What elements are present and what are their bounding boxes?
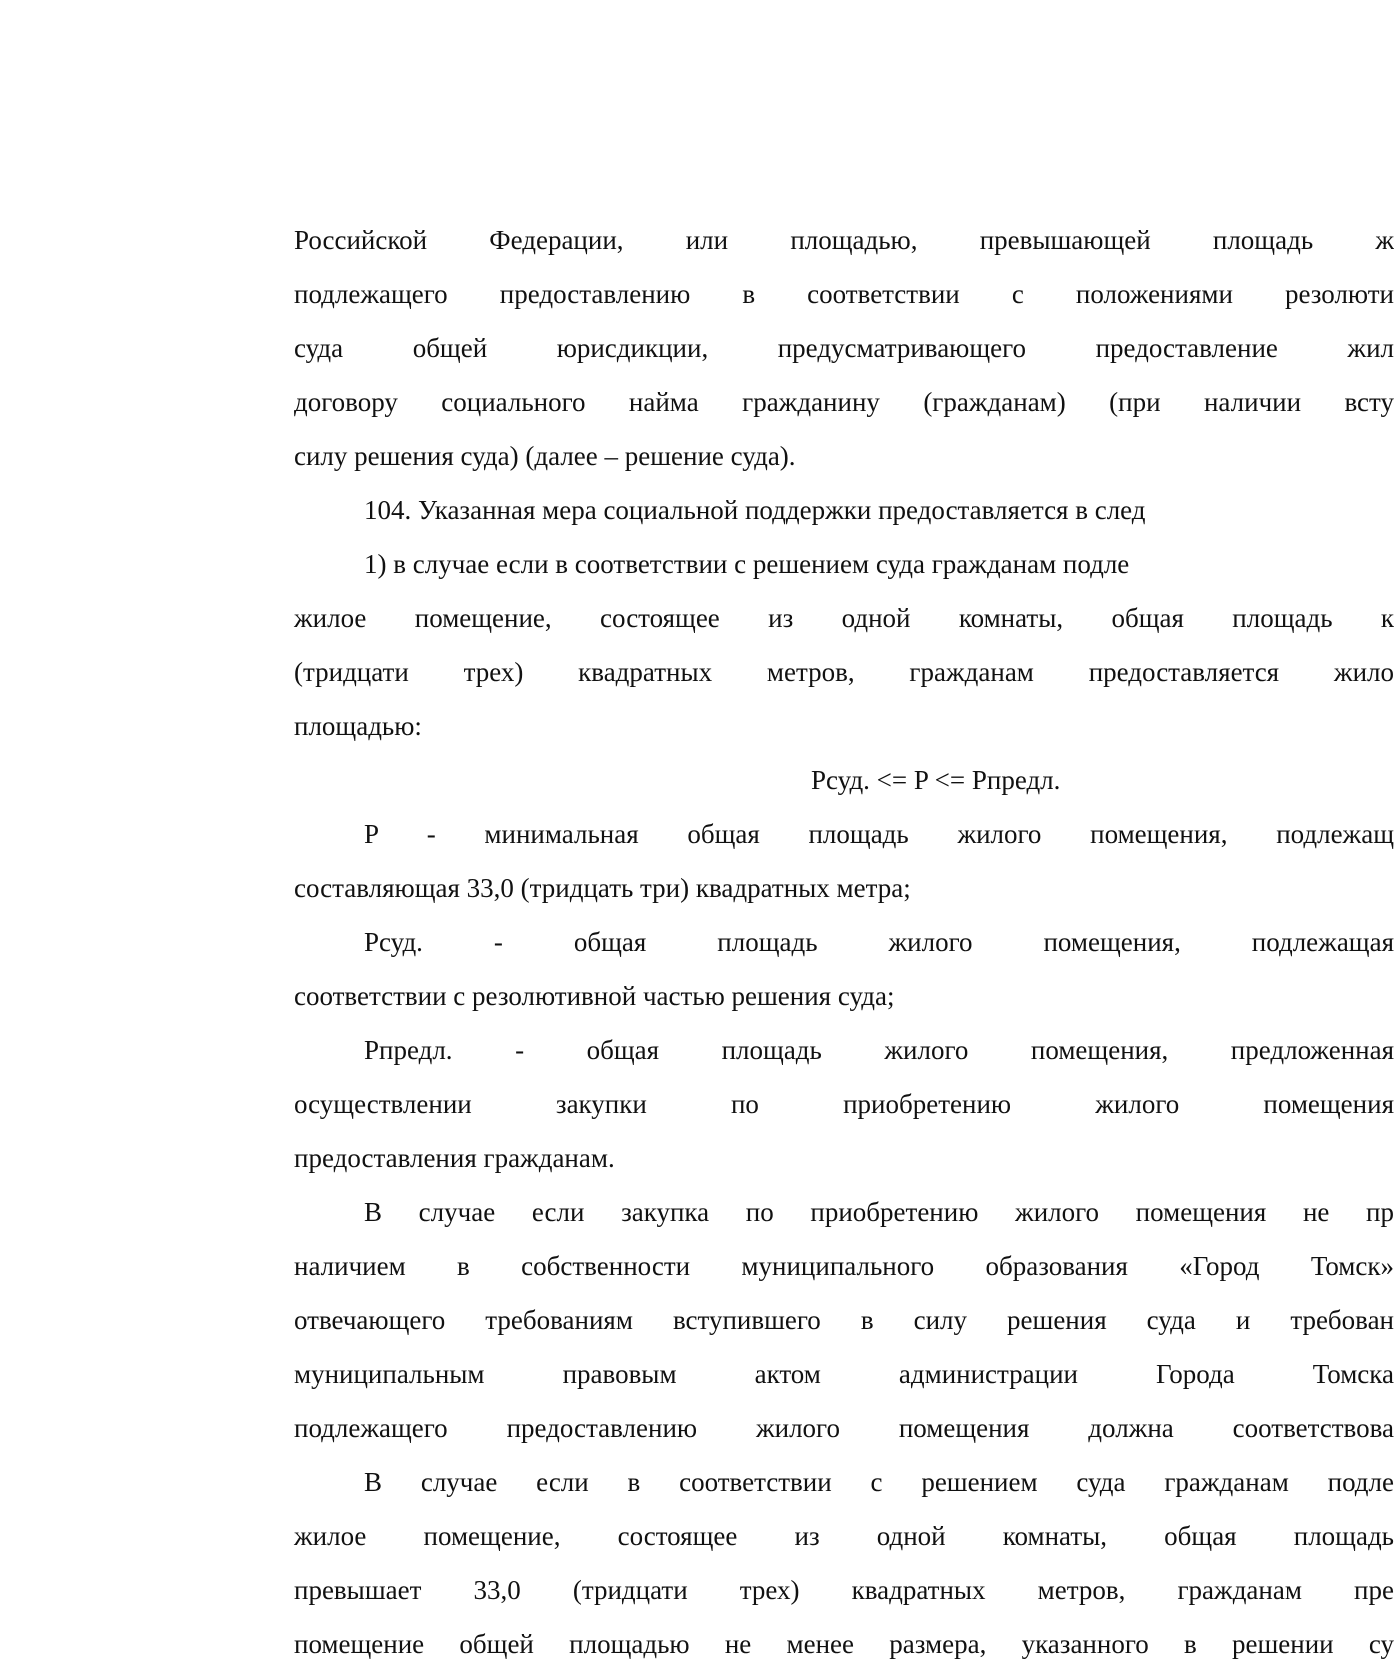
text-line: жилое помещение, состоящее из одной комнаты, общая площадь	[294, 1521, 1394, 1551]
text-line: суда общей юрисдикции, предусматривающего предоставление жил	[294, 333, 1394, 363]
text-line: составляющая 33,0 (тридцать три) квадратных метра;	[294, 873, 911, 903]
text-line: силу решения суда) (далее – решение суда).	[294, 441, 796, 471]
text-line: помещение общей площадью не менее размера, указанного в решении су	[294, 1629, 1394, 1659]
text-line: превышает 33,0 (тридцати трех) квадратных метров, гражданам пре	[294, 1575, 1394, 1605]
text-line: муниципальным правовым актом администрации Города Томска	[294, 1359, 1394, 1389]
text-line: отвечающего требованиям вступившего в силу решения суда и требован	[294, 1305, 1394, 1335]
paragraph-start: P - минимальная общая площадь жилого помещения, подлежащ	[364, 819, 1394, 849]
text-line: договору социального найма гражданину (гражданам) (при наличии всту	[294, 387, 1394, 417]
text-line: жилое помещение, состоящее из одной комнаты, общая площадь к	[294, 603, 1394, 633]
text-line: площадью:	[294, 711, 422, 741]
paragraph-start: В случае если в соответствии с решением суда гражданам подле	[364, 1467, 1394, 1497]
paragraph-start: Pсуд. - общая площадь жилого помещения, подлежащая	[364, 927, 1394, 957]
paragraph-start: 104. Указанная мера социальной поддержки предоставляется в след	[364, 495, 1146, 525]
paragraph-start: Pпредл. - общая площадь жилого помещения, предложенная	[364, 1035, 1394, 1065]
text-line: осуществлении закупки по приобретению жилого помещения	[294, 1089, 1394, 1119]
text-line: подлежащего предоставлению жилого помещения должна соответствова	[294, 1413, 1394, 1443]
text-line: соответствии с резолютивной частью решения суда;	[294, 981, 895, 1011]
text-line: (тридцати трех) квадратных метров, гражданам предоставляется жило	[294, 657, 1394, 687]
text-line: Российской Федерации, или площадью, превышающей площадь ж	[294, 225, 1394, 255]
text-line: предоставления гражданам.	[294, 1143, 615, 1173]
paragraph-start: В случае если закупка по приобретению жилого помещения не пр	[364, 1197, 1394, 1227]
paragraph-start: 1) в случае если в соответствии с решением суда гражданам подле	[364, 549, 1130, 579]
text-line: подлежащего предоставлению в соответствии с положениями резолюти	[294, 279, 1394, 309]
text-line: наличием в собственности муниципального образования «Город Томск»	[294, 1251, 1394, 1281]
formula: Pсуд. <= P <= Pпредл.	[811, 765, 1061, 795]
